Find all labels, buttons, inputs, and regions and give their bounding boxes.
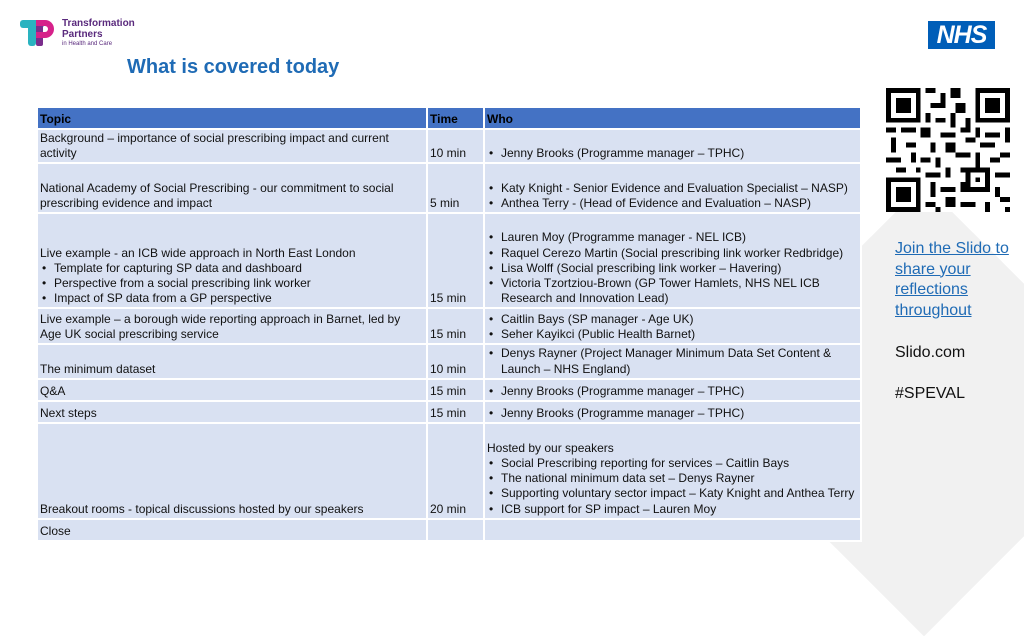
topic-text: Background – importance of social prescribing impact and current activity [40,131,389,161]
topic-text: Live example – a borough wide reporting approach in Barnet, led by Age UK social prescribing service [40,312,401,342]
who-cell [484,344,861,378]
who-item: • Katy Knight - Senior Evidence and Evaluation Specialist – NASP) [487,181,858,196]
tphc-logo-icon [20,18,56,48]
topic-cell [37,519,427,541]
topic-cell [37,379,427,401]
who-item: • Lauren Moy (Programme manager - NEL ICB) [487,230,858,245]
table-row [37,129,861,163]
topic-cell [37,213,427,308]
table-row [37,423,861,519]
topic-cell [37,129,427,163]
who-list [487,406,858,421]
time-cell: 10 min [427,344,484,378]
who-item: • Jenny Brooks (Programme manager – TPHC) [487,384,858,399]
slido-panel [895,239,1015,404]
time-cell: 15 min [427,213,484,308]
who-cell [484,308,861,344]
header-who: Who [484,107,861,129]
who-item: • Denys Rayner (Project Manager Minimum Data Set Content & Launch – NHS England) [487,346,858,376]
topic-bullet: • Impact of SP data from a GP perspective [40,291,424,306]
who-cell [484,423,861,519]
table-row [37,163,861,213]
who-item: • Supporting voluntary sector impact – Katy Knight and Anthea Terry [487,486,858,501]
who-item: • Victoria Tzortziou-Brown (GP Tower Hamlets, NHS NEL ICB Research and Innovation Lead) [487,276,858,306]
topic-text: Close [40,523,71,538]
logo-subtitle: in Health and Care [62,41,113,47]
slido-link[interactable]: Join the Slido to share your reflections throughout [895,240,1009,319]
topic-text: Breakout rooms - topical discussions hosted by our speakers [40,501,364,516]
topic-cell [37,308,427,344]
table-row [37,308,861,344]
who-cell [484,213,861,308]
who-item: • Jenny Brooks (Programme manager – TPHC) [487,146,858,161]
who-list [487,312,858,342]
topic-text: Live example - an ICB wide approach in North East London [40,245,356,260]
table-row [37,379,861,401]
who-list [487,230,858,306]
table-row [37,344,861,378]
qr-code-icon [886,88,1010,212]
topic-bullet: • Template for capturing SP data and dashboard [40,261,424,276]
slido-site: Slido.com [895,344,966,361]
topic-bullet: • Perspective from a social prescribing link worker [40,276,424,291]
who-item: • ICB support for SP impact – Lauren Moy [487,502,858,517]
nhs-logo: NHS [928,21,995,49]
table-row [37,401,861,423]
who-item: • Caitlin Bays (SP manager - Age UK) [487,312,858,327]
who-cell [484,519,861,541]
who-item: • Lisa Wolff (Social prescribing link worker – Havering) [487,261,858,276]
who-list [487,456,858,517]
logo-name-line2: Partners [62,29,103,40]
time-cell: 15 min [427,379,484,401]
table-row [37,213,861,308]
time-cell: 15 min [427,401,484,423]
tphc-logo [20,18,135,48]
topic-cell [37,163,427,213]
slide-title: What is covered today [127,56,340,78]
logo-text [62,18,135,48]
who-list [487,146,858,161]
topic-bullets [40,261,424,307]
topic-text: Next steps [40,405,97,420]
time-cell: 20 min [427,423,484,519]
topic-text: National Academy of Social Prescribing - our commitment to social prescribing evidence and impact [40,181,394,211]
table-row [37,519,861,541]
who-intro: Hosted by our speakers [487,440,614,455]
header-topic: Topic [37,107,427,129]
who-cell [484,129,861,163]
who-list [487,346,858,376]
agenda-body [37,129,861,541]
who-item: • Social Prescribing reporting for services – Caitlin Bays [487,456,858,471]
who-list [487,181,858,211]
who-cell [484,401,861,423]
who-cell [484,163,861,213]
who-list [487,384,858,399]
topic-text: The minimum dataset [40,361,156,376]
logo-name-line1: Transformation [62,18,135,29]
time-cell [427,519,484,541]
who-cell [484,379,861,401]
header-time: Time [427,107,484,129]
who-item: • Jenny Brooks (Programme manager – TPHC) [487,406,858,421]
time-cell: 10 min [427,129,484,163]
who-item: • Seher Kayikci (Public Health Barnet) [487,327,858,342]
time-cell: 15 min [427,308,484,344]
topic-cell [37,344,427,378]
agenda-table [36,106,862,542]
topic-cell [37,401,427,423]
topic-cell [37,423,427,519]
slido-hashtag: #SPEVAL [895,384,965,402]
who-item: • The national minimum data set – Denys Rayner [487,471,858,486]
topic-text: Q&A [40,383,66,398]
who-item: • Anthea Terry - (Head of Evidence and Evaluation – NASP) [487,196,858,211]
who-item: • Raquel Cerezo Martin (Social prescribing link worker Redbridge) [487,246,858,261]
time-cell: 5 min [427,163,484,213]
